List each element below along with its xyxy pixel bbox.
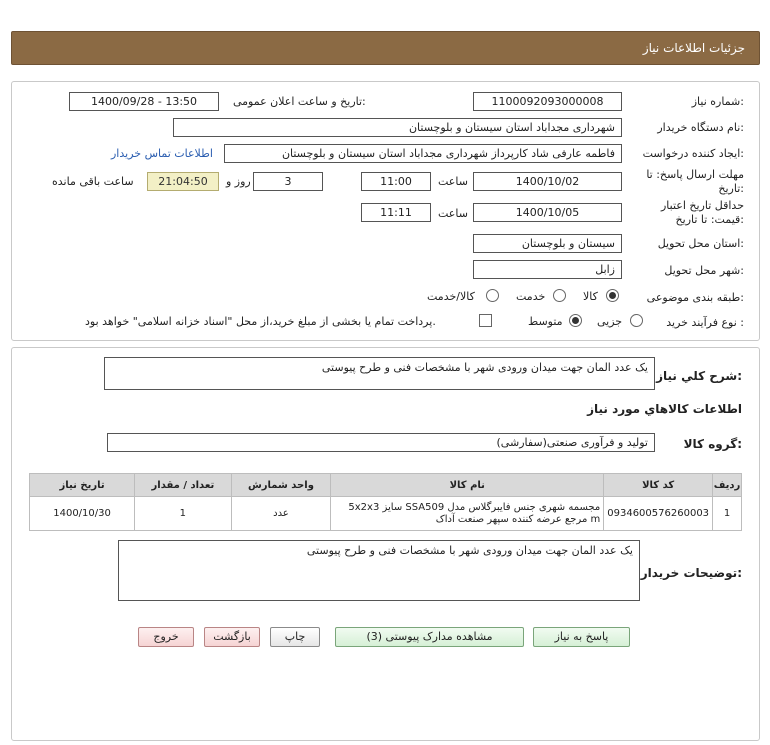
col-row: ردیف bbox=[713, 474, 742, 497]
buyer-org-label: نام دستگاه خریدار: bbox=[657, 121, 744, 134]
need-number-field: 1100092093000008 bbox=[473, 92, 622, 111]
announce-field: 1400/09/28 - 13:50 bbox=[69, 92, 219, 111]
validity-label: حداقل تاریخ اعتبار bbox=[660, 199, 744, 212]
remaining-time-field: 21:04:50 bbox=[147, 172, 219, 191]
table-row bbox=[30, 497, 742, 531]
cell-unit: عدد bbox=[231, 497, 331, 531]
cell-code: 0934600576260003 bbox=[604, 497, 713, 531]
process-option-medium: متوسط bbox=[528, 315, 563, 328]
process-option-minor: جزیی bbox=[597, 315, 623, 328]
cell-name-line1: مجسمه شهری جنس فایبرگلاس مدل SSA509 سایز 5x2x3 bbox=[348, 501, 601, 513]
cell-qty: 1 bbox=[135, 497, 231, 531]
province-label: استان محل تحویل: bbox=[657, 237, 744, 250]
category-option-goods-service: کالا/خدمت bbox=[427, 290, 475, 303]
category-label: طبقه بندی موضوعی: bbox=[646, 291, 744, 304]
buyer-notes-label: توضیحات خریدار: bbox=[640, 566, 742, 580]
buyer-org-field: شهرداری مجداباد استان سیستان و بلوچستان bbox=[173, 118, 622, 137]
validity-label-date: قیمت: تا تاریخ: bbox=[675, 213, 744, 226]
need-number-label: شماره نیاز: bbox=[691, 95, 744, 108]
city-label: شهر محل تحویل: bbox=[664, 264, 744, 277]
validity-time-label: ساعت bbox=[438, 207, 468, 220]
process-radio-minor[interactable] bbox=[630, 314, 643, 327]
goods-table-header bbox=[30, 474, 742, 497]
buyer-notes-field: یک عدد المان جهت میدان ورودی شهر با مشخصات فنی و طرح پیوستی bbox=[118, 540, 640, 601]
remaining-label: ساعت باقی مانده bbox=[52, 175, 134, 188]
city-field: زابل bbox=[473, 260, 622, 279]
validity-date-field: 1400/10/05 bbox=[473, 203, 622, 222]
print-button[interactable]: چاپ bbox=[270, 627, 320, 647]
col-qty: تعداد / مقدار bbox=[135, 474, 231, 497]
goods-info-title: اطلاعات کالاهاي مورد نياز bbox=[587, 402, 742, 416]
days-label: روز و bbox=[226, 175, 251, 188]
category-option-service: خدمت bbox=[516, 290, 546, 303]
creator-label: ایجاد کننده درخواست: bbox=[642, 147, 744, 160]
treasury-checkbox[interactable] bbox=[479, 314, 492, 327]
summary-field: یک عدد المان جهت میدان ورودی شهر با مشخصات فنی و طرح پیوستی bbox=[104, 357, 655, 390]
col-code: کد کالا bbox=[604, 474, 713, 497]
treasury-note: پرداخت تمام یا بخشی از مبلغ خرید،از محل "اسناد خزانه اسلامی" خواهد بود. bbox=[85, 315, 436, 328]
announce-label: تاریخ و ساعت اعلان عمومی: bbox=[233, 95, 366, 108]
creator-field: فاطمه عارفی شاد کارپرداز شهرداری مجداباد استان سیستان و بلوچستان bbox=[224, 144, 622, 163]
reply-button[interactable]: پاسخ به نیاز bbox=[533, 627, 630, 647]
cell-name bbox=[331, 497, 604, 531]
col-unit: واحد شمارش bbox=[231, 474, 331, 497]
category-radio-goods[interactable] bbox=[606, 289, 619, 302]
goods-group-label: گروه کالا: bbox=[683, 437, 742, 451]
cell-name-line2: m مرجع عرضه کننده سپهر صنعت آداک bbox=[435, 513, 601, 525]
deadline-label-date: تاریخ: bbox=[718, 182, 744, 195]
summary-label: شرح کلي نياز: bbox=[656, 369, 742, 383]
col-name: نام کالا bbox=[331, 474, 604, 497]
attachments-button[interactable]: مشاهده مدارک پیوستی (3) bbox=[335, 627, 524, 647]
deadline-time-field: 11:00 bbox=[361, 172, 431, 191]
col-date: تاریخ نیاز bbox=[30, 474, 135, 497]
process-radio-medium[interactable] bbox=[569, 314, 582, 327]
goods-group-field: تولید و فرآوری صنعتی(سفارشی) bbox=[107, 433, 655, 452]
province-field: سیستان و بلوچستان bbox=[473, 234, 622, 253]
cell-row: 1 bbox=[713, 497, 742, 531]
category-radio-service[interactable] bbox=[553, 289, 566, 302]
cell-date: 1400/10/30 bbox=[30, 497, 135, 531]
goods-table bbox=[29, 473, 742, 531]
page-title: جزئیات اطلاعات نیاز bbox=[642, 41, 745, 55]
deadline-time-label: ساعت bbox=[438, 175, 468, 188]
exit-button[interactable]: خروج bbox=[138, 627, 194, 647]
days-field: 3 bbox=[253, 172, 323, 191]
category-radio-goods-service[interactable] bbox=[486, 289, 499, 302]
category-option-goods: کالا bbox=[583, 290, 598, 303]
deadline-label: مهلت ارسال پاسخ: تا bbox=[646, 168, 744, 181]
validity-time-field: 11:11 bbox=[361, 203, 431, 222]
buyer-contact-link[interactable]: اطلاعات تماس خریدار bbox=[111, 147, 213, 160]
page-header bbox=[11, 31, 760, 65]
back-button[interactable]: بازگشت bbox=[204, 627, 260, 647]
deadline-date-field: 1400/10/02 bbox=[473, 172, 622, 191]
process-label: نوع فرآیند خرید : bbox=[666, 316, 744, 329]
